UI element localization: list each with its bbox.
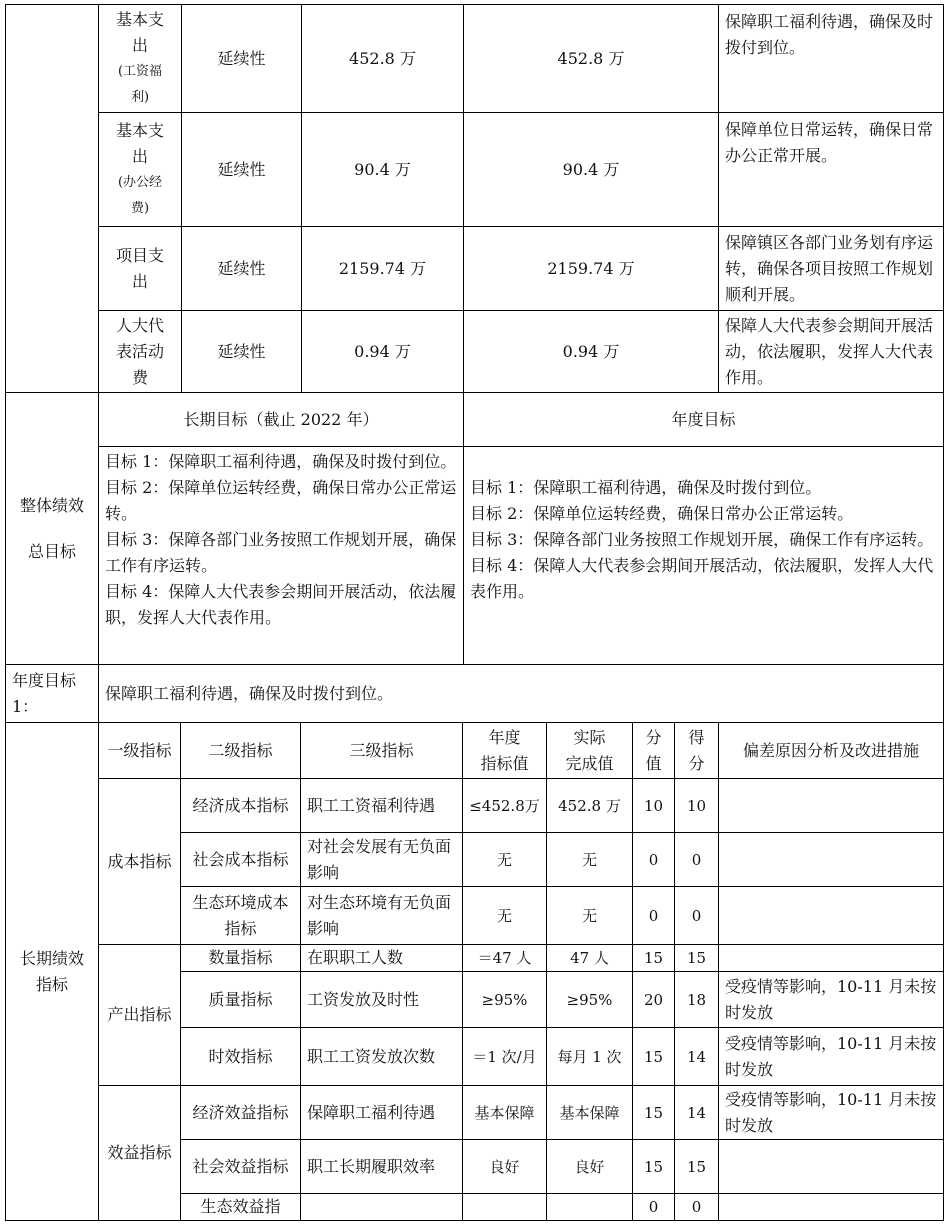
budget-item-name: 人大代 表活动 费 [99, 311, 182, 393]
score-cell: 10 [633, 779, 675, 833]
annual-goal-item: 目标 2：保障单位运转经费，确保日常办公正常运转。 [470, 504, 854, 523]
level2-cell: 经济成本指标 [181, 779, 301, 833]
long-term-goal-heading: 长期目标（截止 2022 年） [99, 393, 464, 447]
score-cell: 0 [633, 1194, 675, 1221]
annual-goal-heading: 年度目标 [464, 393, 944, 447]
annual-goal-row [6, 665, 944, 723]
level2-cell: 时效指标 [181, 1028, 301, 1086]
budget-goals-table [5, 4, 944, 723]
got-cell: 10 [675, 779, 719, 833]
header-level1: 一级指标 [99, 723, 181, 779]
reason-cell [719, 945, 944, 972]
annual-goals [464, 447, 944, 665]
indicator-row [6, 945, 944, 972]
level3-cell [301, 1194, 463, 1221]
level1-cell: 产出指标 [99, 945, 181, 1086]
reason-cell: 受疫情等影响，10-11 月未按时发放 [719, 1028, 944, 1086]
target-cell: 良好 [463, 1140, 547, 1194]
actual-cell: 基本保障 [547, 1086, 633, 1140]
long-term-goals [99, 447, 464, 665]
level2-cell: 生态环境成本指标 [181, 887, 301, 945]
budget-item-nature: 延续性 [182, 227, 302, 311]
budget-item-amount: 452.8 万 [302, 5, 464, 113]
overall-goals-label: 整体绩效 总目标 [6, 393, 99, 665]
level3-cell: 职工工资发放次数 [301, 1028, 463, 1086]
budget-row [6, 113, 944, 227]
budget-row [6, 5, 944, 113]
budget-item-name: 基本支 出 (工资福 利) [99, 5, 182, 113]
target-cell: 无 [463, 887, 547, 945]
actual-cell: 452.8 万 [547, 779, 633, 833]
budget-item-amount: 0.94 万 [302, 311, 464, 393]
got-cell: 15 [675, 1140, 719, 1194]
long-term-goal-item: 目标 3：保障各部门业务按照工作规划开展，确保工作有序运转。 [105, 530, 457, 575]
level1-cell: 成本指标 [99, 779, 181, 945]
level3-cell: 职工长期履职效率 [301, 1140, 463, 1194]
got-cell: 0 [675, 1194, 719, 1221]
long-term-goal-item: 目标 1：保障职工福利待遇，确保及时拨付到位。 [105, 452, 457, 471]
budget-item-name: 项目支 出 [99, 227, 182, 311]
header-level3: 三级指标 [301, 723, 463, 779]
target-cell: ≤452.8万 [463, 779, 547, 833]
budget-item-actual: 452.8 万 [464, 5, 719, 113]
budget-item-note: 保障单位日常运转，确保日常办公正常开展。 [719, 113, 944, 227]
actual-cell [547, 1194, 633, 1221]
score-cell: 15 [633, 1140, 675, 1194]
reason-cell [719, 779, 944, 833]
indicator-row [6, 1086, 944, 1140]
level2-cell: 生态效益指 [181, 1194, 301, 1221]
header-score: 分值 [633, 723, 675, 779]
level2-cell: 社会效益指标 [181, 1140, 301, 1194]
budget-row [6, 311, 944, 393]
score-cell: 15 [633, 945, 675, 972]
actual-cell: 47 人 [547, 945, 633, 972]
level3-cell: 职工工资福利待遇 [301, 779, 463, 833]
score-cell: 0 [633, 887, 675, 945]
annual-goal-item: 目标 4：保障人大代表参会期间开展活动，依法履职，发挥人大代表作用。 [470, 556, 934, 601]
annual-goal-label: 年度目标 1： [6, 665, 99, 723]
reason-cell: 受疫情等影响，10-11 月未按时发放 [719, 972, 944, 1028]
budget-item-note: 保障职工福利待遇，确保及时拨付到位。 [719, 5, 944, 113]
actual-cell: ≥95% [547, 972, 633, 1028]
got-cell: 14 [675, 1028, 719, 1086]
header-level2: 二级指标 [181, 723, 301, 779]
budget-item-nature: 延续性 [182, 5, 302, 113]
score-cell: 15 [633, 1086, 675, 1140]
overall-goals-body-row [6, 447, 944, 665]
got-cell: 0 [675, 887, 719, 945]
level1-cell: 效益指标 [99, 1086, 181, 1221]
actual-cell: 无 [547, 833, 633, 887]
target-cell: 基本保障 [463, 1086, 547, 1140]
budget-item-nature: 延续性 [182, 311, 302, 393]
long-term-indicator-label: 长期绩效 指标 [6, 723, 99, 1221]
budget-item-actual: 90.4 万 [464, 113, 719, 227]
indicator-row [6, 779, 944, 833]
annual-goal-item: 目标 1：保障职工福利待遇，确保及时拨付到位。 [470, 478, 822, 497]
budget-item-note: 保障人大代表参会期间开展活动，依法履职，发挥人大代表作用。 [719, 311, 944, 393]
header-reason: 偏差原因分析及改进措施 [719, 723, 944, 779]
budget-item-name: 基本支 出 (办公经 费) [99, 113, 182, 227]
level3-cell: 工资发放及时性 [301, 972, 463, 1028]
level3-cell: 保障职工福利待遇 [301, 1086, 463, 1140]
target-cell: ＝1 次/月 [463, 1028, 547, 1086]
score-cell: 0 [633, 833, 675, 887]
long-term-goal-item: 目标 4：保障人大代表参会期间开展活动，依法履职，发挥人大代表作用。 [105, 582, 457, 627]
annual-goal-item: 目标 3：保障各部门业务按照工作规划开展，确保工作有序运转。 [470, 530, 934, 549]
level3-cell: 对生态环境有无负面影响 [301, 887, 463, 945]
level2-cell: 数量指标 [181, 945, 301, 972]
budget-item-actual: 2159.74 万 [464, 227, 719, 311]
reason-cell [719, 1140, 944, 1194]
got-cell: 18 [675, 972, 719, 1028]
budget-item-actual: 0.94 万 [464, 311, 719, 393]
header-actual: 实际 完成值 [547, 723, 633, 779]
reason-cell [719, 1194, 944, 1221]
budget-left-blank [6, 5, 99, 393]
target-cell [463, 1194, 547, 1221]
header-target: 年度 指标值 [463, 723, 547, 779]
level2-cell: 社会成本指标 [181, 833, 301, 887]
score-cell: 15 [633, 1028, 675, 1086]
overall-goals-header-row [6, 393, 944, 447]
target-cell: 无 [463, 833, 547, 887]
budget-item-amount: 90.4 万 [302, 113, 464, 227]
budget-item-nature: 延续性 [182, 113, 302, 227]
budget-item-note: 保障镇区各部门业务划有序运转，确保各项目按照工作规划顺利开展。 [719, 227, 944, 311]
reason-cell: 受疫情等影响，10-11 月未按时发放 [719, 1086, 944, 1140]
indicator-header-row [6, 723, 944, 779]
budget-item-amount: 2159.74 万 [302, 227, 464, 311]
score-cell: 20 [633, 972, 675, 1028]
annual-goal-text: 保障职工福利待遇，确保及时拨付到位。 [99, 665, 944, 723]
budget-row [6, 227, 944, 311]
level2-cell: 经济效益指标 [181, 1086, 301, 1140]
level3-cell: 对社会发展有无负面影响 [301, 833, 463, 887]
indicators-table [5, 722, 944, 1221]
header-got: 得分 [675, 723, 719, 779]
got-cell: 14 [675, 1086, 719, 1140]
level2-cell: 质量指标 [181, 972, 301, 1028]
actual-cell: 无 [547, 887, 633, 945]
got-cell: 15 [675, 945, 719, 972]
target-cell: ＝47 人 [463, 945, 547, 972]
actual-cell: 每月 1 次 [547, 1028, 633, 1086]
actual-cell: 良好 [547, 1140, 633, 1194]
long-term-goal-item: 目标 2：保障单位运转经费，确保日常办公正常运转。 [105, 478, 457, 523]
target-cell: ≥95% [463, 972, 547, 1028]
level3-cell: 在职职工人数 [301, 945, 463, 972]
reason-cell [719, 887, 944, 945]
reason-cell [719, 833, 944, 887]
got-cell: 0 [675, 833, 719, 887]
